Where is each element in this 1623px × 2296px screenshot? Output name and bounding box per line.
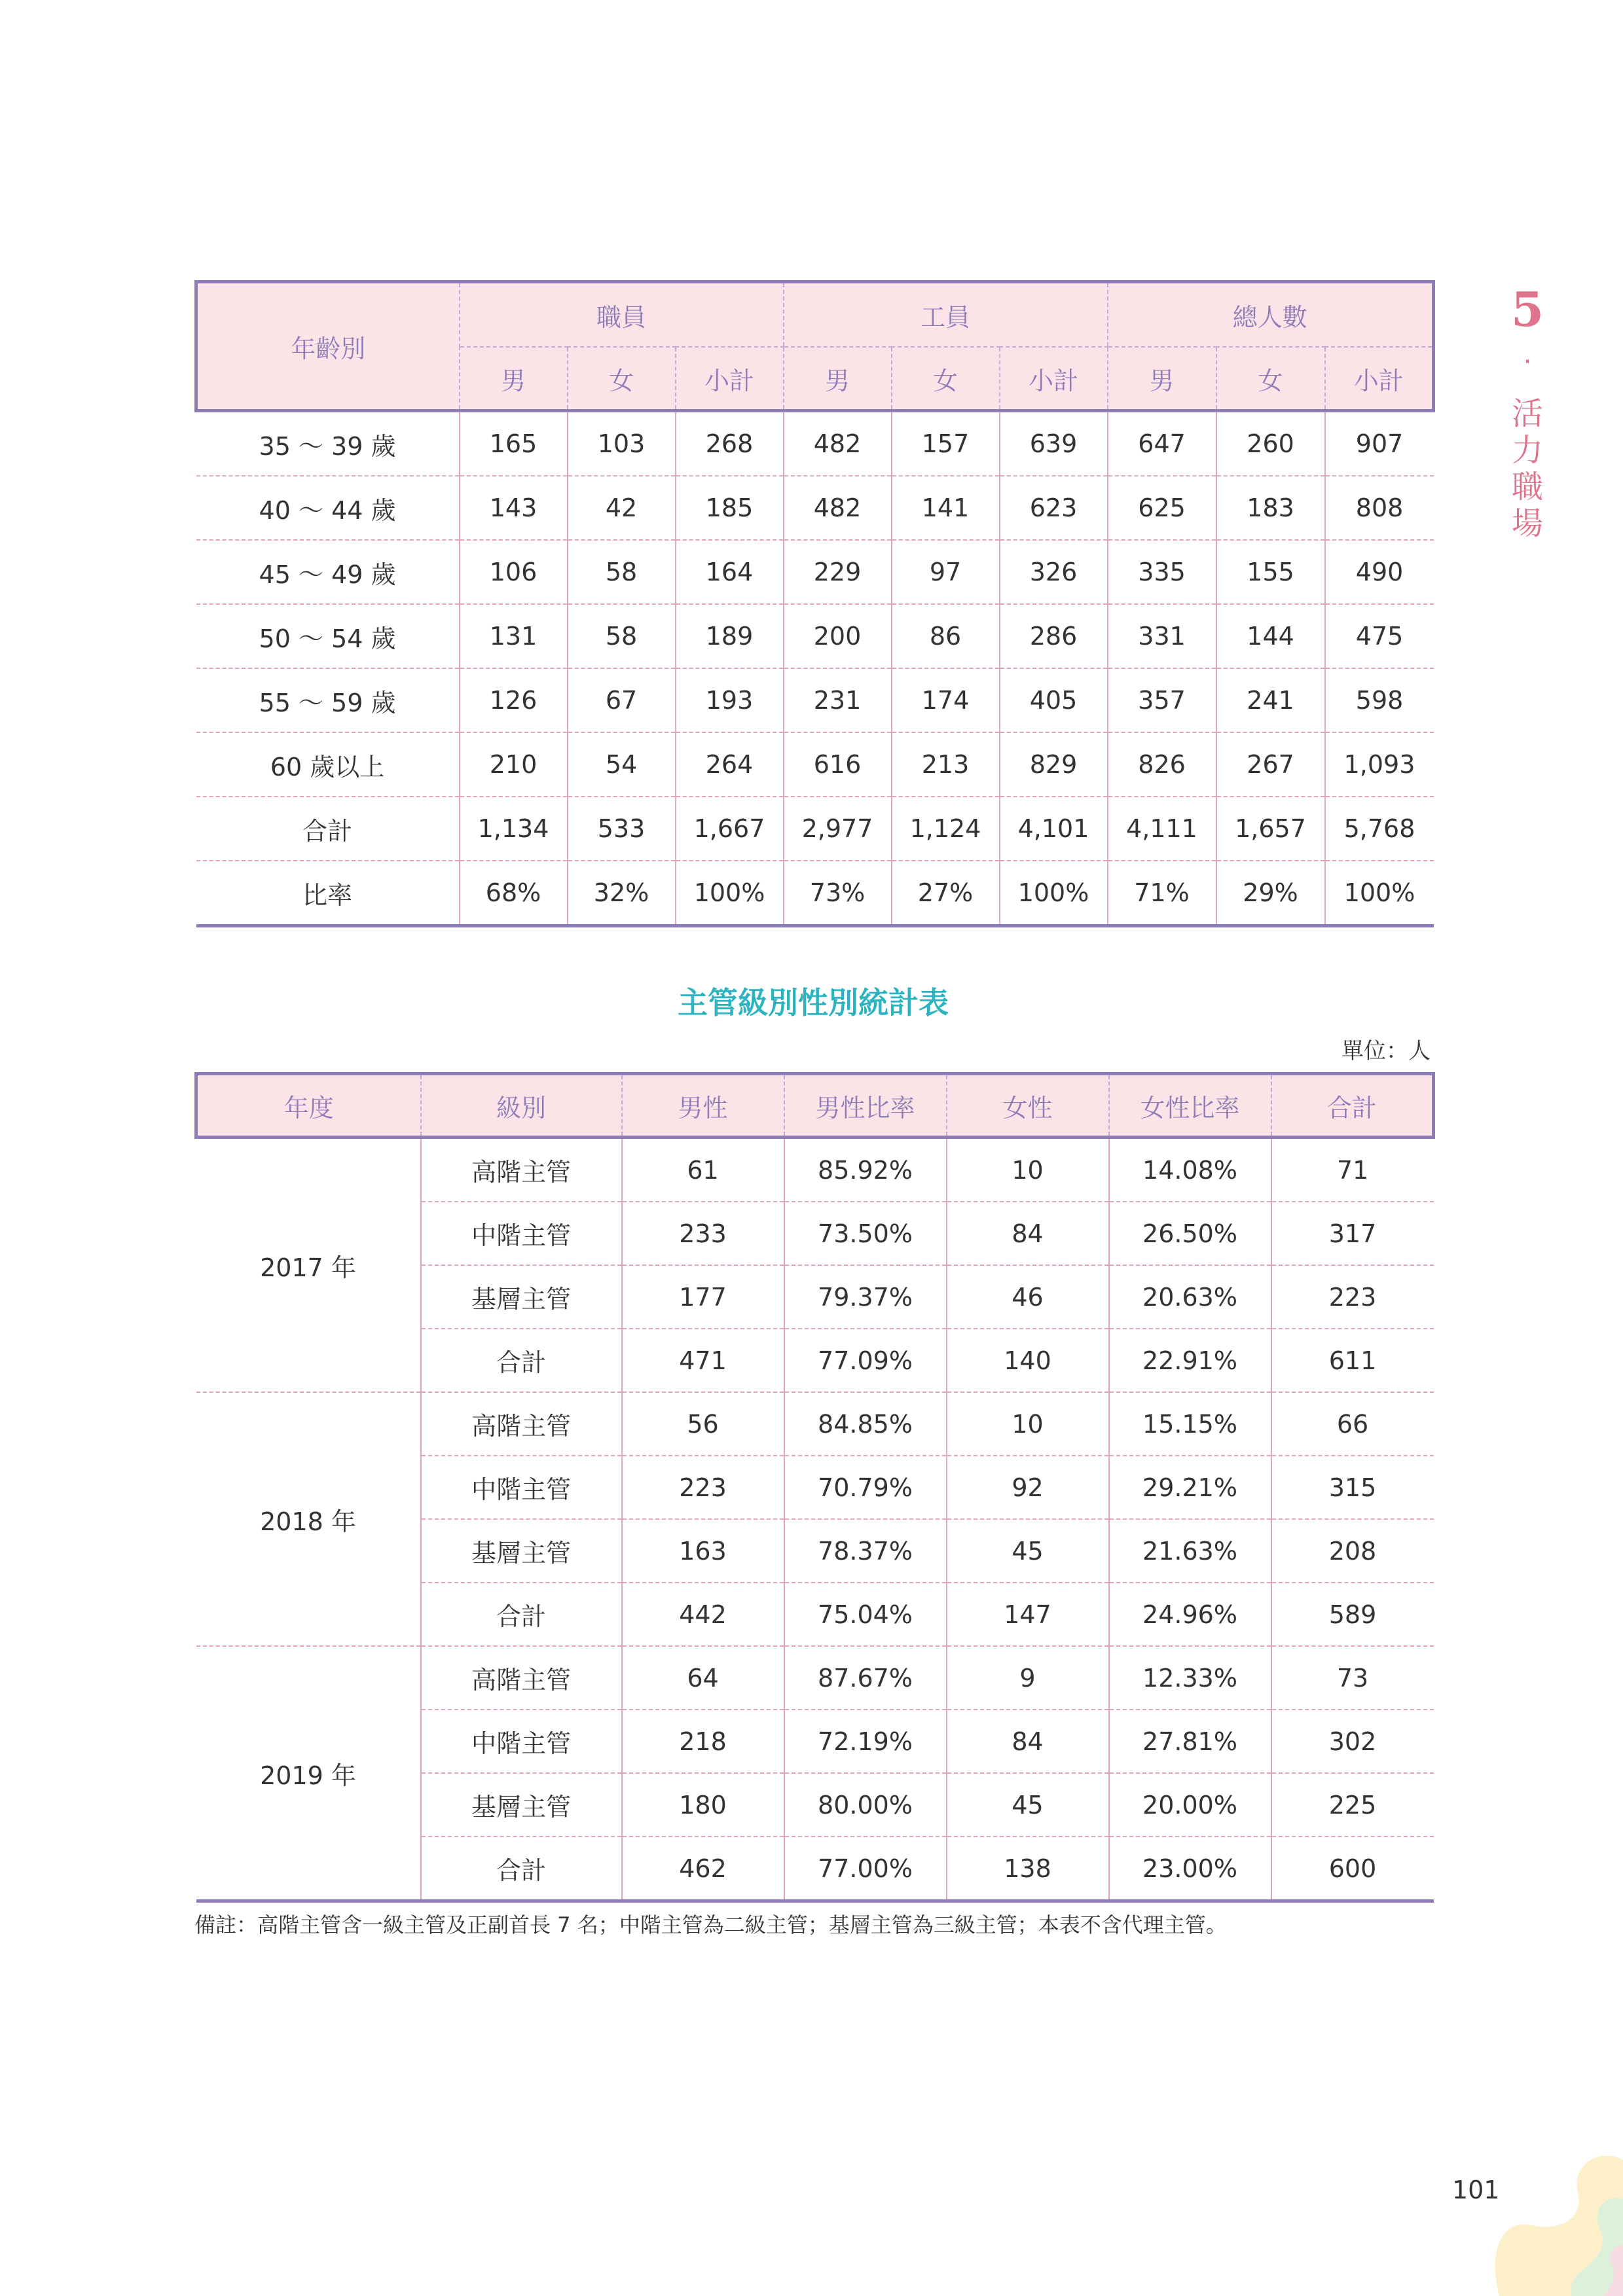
table-cell: 78.37% [784, 1519, 947, 1583]
row-label: 55 ～ 59 歲 [196, 668, 460, 732]
row-label: 合計 [196, 797, 460, 861]
table-cell: 164 [676, 540, 784, 604]
row-label: 35 ～ 39 歲 [196, 411, 460, 476]
table-cell: 22.91% [1109, 1329, 1271, 1392]
table-cell: 1,667 [676, 797, 784, 861]
table-cell: 826 [1108, 732, 1216, 797]
table-cell: 73% [784, 861, 892, 926]
table-cell: 808 [1325, 476, 1434, 540]
level-cell: 中階主管 [421, 1710, 622, 1773]
table-cell: 442 [622, 1583, 784, 1646]
table-cell: 1,124 [892, 797, 1000, 861]
table-cell: 84 [947, 1710, 1109, 1773]
table-cell: 56 [622, 1392, 784, 1456]
table-row [196, 1138, 1434, 1202]
table-cell: 100% [1000, 861, 1108, 926]
table-cell: 143 [460, 476, 568, 540]
table-cell: 92 [947, 1456, 1109, 1519]
year-cell: 2018 年 [196, 1392, 421, 1646]
header-female-ratio: 女性比率 [1109, 1074, 1271, 1138]
table-cell: 471 [622, 1329, 784, 1392]
table-cell: 141 [892, 476, 1000, 540]
header-level: 級別 [421, 1074, 622, 1138]
table-cell: 72.19% [784, 1710, 947, 1773]
table-cell: 268 [676, 411, 784, 476]
table-cell: 611 [1271, 1329, 1434, 1392]
table-cell: 185 [676, 476, 784, 540]
table-row [196, 732, 1434, 797]
table-cell: 29% [1216, 861, 1325, 926]
unit-label: 單位：人 [1341, 1038, 1431, 1064]
table-cell: 233 [622, 1202, 784, 1265]
table-cell: 147 [947, 1583, 1109, 1646]
level-cell: 基層主管 [421, 1773, 622, 1837]
table-cell: 27% [892, 861, 1000, 926]
table-cell: 77.09% [784, 1329, 947, 1392]
table-cell: 264 [676, 732, 784, 797]
table-cell: 616 [784, 732, 892, 797]
age-column-header: 年齡別 [196, 282, 460, 411]
table-row [196, 1392, 1434, 1456]
table-cell: 23.00% [1109, 1837, 1271, 1901]
year-cell: 2019 年 [260, 1761, 356, 1790]
sub-header-subtotal: 小計 [1325, 347, 1434, 411]
table-cell: 357 [1108, 668, 1216, 732]
table-cell: 54 [568, 732, 676, 797]
table-cell: 4,111 [1108, 797, 1216, 861]
table-cell: 140 [947, 1329, 1109, 1392]
table-cell: 103 [568, 411, 676, 476]
table-cell: 829 [1000, 732, 1108, 797]
chapter-number: 5 [1511, 281, 1544, 337]
table-cell: 126 [460, 668, 568, 732]
table-row [196, 668, 1434, 732]
group-header-staff: 職員 [460, 282, 784, 348]
header-year: 年度 [196, 1074, 421, 1138]
header-female: 女性 [947, 1074, 1109, 1138]
table-cell: 157 [892, 411, 1000, 476]
table-cell: 165 [460, 411, 568, 476]
level-cell: 高階主管 [421, 1138, 622, 1202]
table-cell: 639 [1000, 411, 1108, 476]
table-cell: 5,768 [1325, 797, 1434, 861]
header-male: 男性 [622, 1074, 784, 1138]
table-row [196, 604, 1434, 668]
level-cell: 合計 [421, 1837, 622, 1901]
table-cell: 229 [784, 540, 892, 604]
page-number: 101 [1452, 2176, 1500, 2204]
table-cell: 625 [1108, 476, 1216, 540]
table-cell: 174 [892, 668, 1000, 732]
table-cell: 331 [1108, 604, 1216, 668]
corner-decoration-blob [1440, 2147, 1623, 2296]
sub-header-male: 男 [784, 347, 892, 411]
table-cell: 27.81% [1109, 1710, 1271, 1773]
table-cell: 84.85% [784, 1392, 947, 1456]
table-cell: 10 [947, 1138, 1109, 1202]
table-cell: 70.79% [784, 1456, 947, 1519]
table-cell: 208 [1271, 1519, 1434, 1583]
table-cell: 29.21% [1109, 1456, 1271, 1519]
year-cell: 2017 年 [196, 1138, 421, 1393]
age-distribution-table [194, 280, 1435, 927]
table-cell: 475 [1325, 604, 1434, 668]
table-cell: 97 [892, 540, 1000, 604]
table-cell: 286 [1000, 604, 1108, 668]
table-cell: 79.37% [784, 1265, 947, 1329]
table-cell: 100% [676, 861, 784, 926]
sub-header-subtotal: 小計 [676, 347, 784, 411]
table-cell: 225 [1271, 1773, 1434, 1837]
level-cell: 高階主管 [421, 1392, 622, 1456]
table-cell: 61 [622, 1138, 784, 1202]
table-cell: 213 [892, 732, 1000, 797]
sub-header-female: 女 [568, 347, 676, 411]
table-cell: 1,657 [1216, 797, 1325, 861]
row-label: 45 ～ 49 歲 [196, 540, 460, 604]
table-cell: 80.00% [784, 1773, 947, 1837]
table-cell: 68% [460, 861, 568, 926]
table-cell: 177 [622, 1265, 784, 1329]
table-cell: 32% [568, 861, 676, 926]
table-cell: 144 [1216, 604, 1325, 668]
row-label: 60 歲以上 [196, 732, 460, 797]
table-cell: 12.33% [1109, 1646, 1271, 1710]
table-cell: 77.00% [784, 1837, 947, 1901]
table-cell: 67 [568, 668, 676, 732]
table-cell: 20.63% [1109, 1265, 1271, 1329]
table-cell: 15.15% [1109, 1392, 1271, 1456]
table-cell: 86 [892, 604, 1000, 668]
table-cell: 180 [622, 1773, 784, 1837]
table-cell: 223 [1271, 1265, 1434, 1329]
table-cell: 71 [1271, 1138, 1434, 1202]
table-cell: 71% [1108, 861, 1216, 926]
footnote: 備註：高階主管含一級主管及正副首長 7 名；中階主管為二級主管；基層主管為三級主管；本表不含代理主管。 [194, 1912, 1227, 1937]
sub-header-subtotal: 小計 [1000, 347, 1108, 411]
table-row [196, 1646, 1434, 1710]
table-row [196, 476, 1434, 540]
row-label: 40 ～ 44 歲 [196, 476, 460, 540]
header-total: 合計 [1271, 1074, 1434, 1138]
table-cell: 20.00% [1109, 1773, 1271, 1837]
table-row [196, 861, 1434, 926]
table-cell: 46 [947, 1265, 1109, 1329]
sub-header-male: 男 [1108, 347, 1216, 411]
table-cell: 490 [1325, 540, 1434, 604]
chapter-separator-dot: · [1523, 347, 1532, 377]
table-cell: 600 [1271, 1837, 1434, 1901]
table-cell: 85.92% [784, 1138, 947, 1202]
group-header-workers: 工員 [784, 282, 1108, 348]
level-cell: 合計 [421, 1583, 622, 1646]
table-cell: 58 [568, 540, 676, 604]
table-row [196, 540, 1434, 604]
table-cell: 24.96% [1109, 1583, 1271, 1646]
table-cell: 267 [1216, 732, 1325, 797]
row-label: 比率 [302, 880, 352, 910]
table-cell: 260 [1216, 411, 1325, 476]
sub-header-female: 女 [892, 347, 1000, 411]
table-cell: 131 [460, 604, 568, 668]
table-cell: 100% [1325, 861, 1434, 926]
table-cell: 907 [1325, 411, 1434, 476]
table-cell: 45 [947, 1773, 1109, 1837]
table-cell: 183 [1216, 476, 1325, 540]
table-cell: 598 [1325, 668, 1434, 732]
table-cell: 10 [947, 1392, 1109, 1456]
table-cell: 75.04% [784, 1583, 947, 1646]
table-cell: 223 [622, 1456, 784, 1519]
table-cell: 482 [784, 411, 892, 476]
table-cell: 315 [1271, 1456, 1434, 1519]
level-cell: 基層主管 [421, 1265, 622, 1329]
table-cell: 326 [1000, 540, 1108, 604]
table-cell: 42 [568, 476, 676, 540]
table-cell: 73 [1271, 1646, 1434, 1710]
table-cell: 14.08% [1109, 1138, 1271, 1202]
table-cell: 155 [1216, 540, 1325, 604]
table-cell: 1,134 [460, 797, 568, 861]
level-cell: 中階主管 [421, 1456, 622, 1519]
table-cell: 73.50% [784, 1202, 947, 1265]
group-header-total: 總人數 [1108, 282, 1434, 348]
manager-table-title: 主管級別性別統計表 [678, 985, 949, 1020]
row-label: 50 ～ 54 歲 [196, 604, 460, 668]
table-cell: 66 [1271, 1392, 1434, 1456]
table-row [196, 411, 1434, 476]
table-cell: 589 [1271, 1583, 1434, 1646]
table-cell: 2,977 [784, 797, 892, 861]
table-cell: 163 [622, 1519, 784, 1583]
table-cell: 1,093 [1325, 732, 1434, 797]
table-cell: 302 [1271, 1710, 1434, 1773]
table-cell: 241 [1216, 668, 1325, 732]
manager-gender-table [194, 1072, 1435, 1903]
table-cell: 317 [1271, 1202, 1434, 1265]
table-cell: 84 [947, 1202, 1109, 1265]
table-cell: 482 [784, 476, 892, 540]
table-cell: 189 [676, 604, 784, 668]
table-cell: 106 [460, 540, 568, 604]
sub-header-male: 男 [460, 347, 568, 411]
table-cell: 26.50% [1109, 1202, 1271, 1265]
table-cell: 87.67% [784, 1646, 947, 1710]
table-cell: 405 [1000, 668, 1108, 732]
level-cell: 高階主管 [421, 1646, 622, 1710]
table-cell: 623 [1000, 476, 1108, 540]
sub-header-female: 女 [1216, 347, 1325, 411]
table-cell: 210 [460, 732, 568, 797]
table-cell: 200 [784, 604, 892, 668]
table-cell: 58 [568, 604, 676, 668]
level-cell: 合計 [421, 1329, 622, 1392]
level-cell: 基層主管 [421, 1519, 622, 1583]
table-cell: 193 [676, 668, 784, 732]
table-cell: 335 [1108, 540, 1216, 604]
table-cell: 138 [947, 1837, 1109, 1901]
header-male-ratio: 男性比率 [784, 1074, 947, 1138]
table-cell: 45 [947, 1519, 1109, 1583]
table-cell: 231 [784, 668, 892, 732]
chapter-title: 活力職場 [1511, 395, 1543, 542]
table-cell: 218 [622, 1710, 784, 1773]
table-cell: 4,101 [1000, 797, 1108, 861]
table-cell: 9 [947, 1646, 1109, 1710]
table-cell: 462 [622, 1837, 784, 1901]
table-cell: 533 [568, 797, 676, 861]
table-row [196, 797, 1434, 861]
table-cell: 21.63% [1109, 1519, 1271, 1583]
table-cell: 647 [1108, 411, 1216, 476]
table-cell: 64 [622, 1646, 784, 1710]
level-cell: 中階主管 [421, 1202, 622, 1265]
